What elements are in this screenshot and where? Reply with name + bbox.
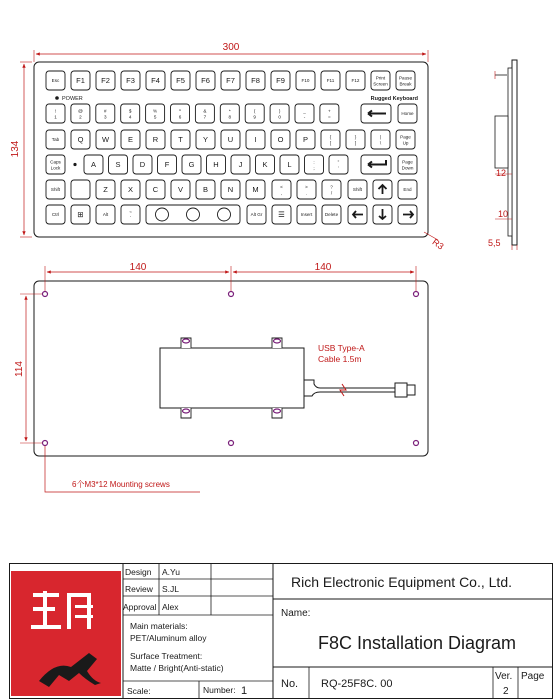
key-q-4-label: R bbox=[152, 135, 159, 145]
key-q-13[interactable] bbox=[371, 130, 390, 149]
key-z-9-label: > bbox=[305, 184, 308, 190]
key-z-1[interactable] bbox=[96, 180, 115, 199]
no-value: RQ-25F8C. 00 bbox=[321, 678, 393, 690]
enter-key[interactable] bbox=[361, 155, 391, 174]
hole-vertical-label: 114 bbox=[14, 361, 25, 377]
key-q-2-label: W bbox=[101, 135, 110, 145]
key-z-9-label: . bbox=[305, 190, 308, 196]
key-num-9-label: ) bbox=[278, 108, 281, 114]
menu-key[interactable] bbox=[272, 205, 291, 224]
key-num-10-label: _ bbox=[303, 108, 306, 114]
name-label: Name: bbox=[281, 608, 311, 619]
spacebar-key[interactable] bbox=[146, 205, 240, 224]
usb-plug-icon bbox=[395, 383, 407, 397]
key-num-5-label: ^ bbox=[178, 108, 182, 114]
side-dim-12: 12 bbox=[496, 168, 507, 178]
key-q-14-label: Page bbox=[400, 134, 411, 140]
arrow-right-key[interactable] bbox=[398, 205, 417, 224]
key-a-8-label: K bbox=[262, 160, 268, 170]
material-value: PET/Aluminum alloy bbox=[130, 633, 207, 643]
radius-label: R3 bbox=[430, 236, 446, 252]
page-label: Page bbox=[521, 671, 545, 682]
rugged-label: Rugged Keyboard bbox=[370, 96, 418, 102]
key-num-6-label: & bbox=[203, 108, 207, 114]
caps-led-icon bbox=[73, 163, 76, 166]
windows-key[interactable] bbox=[71, 205, 90, 224]
key-num-1[interactable] bbox=[71, 104, 90, 123]
key-a-1-label: A bbox=[90, 160, 97, 170]
review-value: S.JL bbox=[162, 584, 180, 594]
key-z-11[interactable] bbox=[348, 180, 367, 199]
key-a-2-label: S bbox=[115, 160, 121, 170]
delete-key-label: Delete bbox=[324, 212, 339, 218]
design-label: Design bbox=[125, 567, 152, 577]
key-fn-1[interactable] bbox=[71, 71, 90, 90]
key-fn-12[interactable] bbox=[346, 71, 365, 90]
key-fn-11[interactable] bbox=[321, 71, 340, 90]
number-value: 1 bbox=[241, 685, 248, 697]
key-num-6[interactable] bbox=[195, 104, 214, 123]
key-fn-5-label: F5 bbox=[176, 76, 185, 86]
height-label: 134 bbox=[10, 140, 21, 158]
key-fn-13-label: Screen bbox=[373, 81, 388, 87]
alt-key-label: Alt bbox=[102, 212, 109, 218]
key-z-2[interactable] bbox=[121, 180, 140, 199]
key-q-10[interactable] bbox=[296, 130, 315, 149]
key-fn-4[interactable] bbox=[146, 71, 165, 90]
width-label: 300 bbox=[222, 42, 240, 53]
controller-box bbox=[160, 348, 304, 408]
title-block bbox=[9, 563, 553, 699]
key-a-11-label: ' bbox=[338, 165, 339, 171]
key-q-14-label: Up bbox=[402, 140, 409, 146]
key-z-8-label: < bbox=[280, 184, 283, 190]
key-fn-8-label: F8 bbox=[251, 76, 260, 86]
arrow-down-key[interactable] bbox=[373, 205, 392, 224]
hole-spacing-right: 140 bbox=[314, 262, 332, 273]
key-fn-9[interactable] bbox=[271, 71, 290, 90]
key-fn-7-label: F7 bbox=[226, 76, 235, 86]
key-q-7[interactable] bbox=[221, 130, 240, 149]
usb-label: USB Type-A bbox=[318, 343, 365, 353]
width-dimension bbox=[34, 42, 428, 62]
key-fn-2[interactable] bbox=[96, 71, 115, 90]
key-fn-12-label: F12 bbox=[351, 78, 360, 84]
surface-label: Surface Treatment: bbox=[130, 651, 203, 661]
key-z-10-label: / bbox=[330, 190, 333, 196]
key-q-11-label: { bbox=[329, 134, 332, 140]
key-q-5[interactable] bbox=[171, 130, 190, 149]
drawing-name: F8C Installation Diagram bbox=[317, 633, 517, 653]
ver-value: 2 bbox=[503, 686, 509, 697]
tilde-key-label: ~ bbox=[129, 209, 132, 215]
key-q-3[interactable] bbox=[121, 130, 140, 149]
altgr-key[interactable] bbox=[247, 205, 266, 224]
key-a-0[interactable] bbox=[46, 155, 65, 174]
windows-key-label: ⊞ bbox=[77, 210, 84, 220]
key-num-4[interactable] bbox=[146, 104, 165, 123]
key-q-7-label: U bbox=[227, 135, 234, 145]
key-num-2-label: 3 bbox=[104, 114, 107, 120]
key-num-10-label: - bbox=[303, 114, 306, 120]
key-z-5-label: B bbox=[202, 185, 209, 195]
key-a-3-label: D bbox=[139, 160, 146, 170]
key-a-11-label: " bbox=[337, 159, 340, 165]
key-q-6-label: Y bbox=[202, 135, 209, 145]
key-fn-14-label: Pause bbox=[398, 75, 413, 81]
key-a-9-label: L bbox=[287, 160, 292, 170]
key-z-0-label: Shift bbox=[50, 187, 61, 193]
key-z-1-label: Z bbox=[103, 185, 108, 195]
key-a-5-label: G bbox=[188, 160, 195, 170]
home-key[interactable] bbox=[398, 104, 417, 123]
key-a-4[interactable] bbox=[158, 155, 177, 174]
key-fn-2-label: F2 bbox=[101, 76, 110, 86]
tilde-key-label: ` bbox=[129, 215, 132, 221]
key-fn-0[interactable] bbox=[46, 71, 65, 90]
key-a-0-label: Lock bbox=[50, 165, 61, 171]
key-a-7[interactable] bbox=[231, 155, 250, 174]
key-fn-1-label: F1 bbox=[76, 76, 85, 86]
key-q-0-label: Tab bbox=[51, 137, 60, 143]
side-view bbox=[488, 60, 517, 250]
key-num-7-label: * bbox=[228, 108, 231, 114]
key-a-4-label: F bbox=[164, 160, 170, 170]
key-z-0[interactable] bbox=[46, 180, 65, 199]
key-a-9[interactable] bbox=[280, 155, 299, 174]
key-fn-0-label: Esc bbox=[51, 78, 60, 84]
key-num-3[interactable] bbox=[121, 104, 140, 123]
key-a-3[interactable] bbox=[133, 155, 152, 174]
key-num-4-label: 5 bbox=[153, 114, 157, 120]
key-z-12[interactable] bbox=[398, 180, 417, 199]
side-dim-5-5: 5,5 bbox=[488, 238, 501, 248]
key-q-4[interactable] bbox=[146, 130, 165, 149]
key-q-6[interactable] bbox=[196, 130, 215, 149]
key-fn-13-label: Print bbox=[375, 75, 386, 81]
scale-label: Scale: bbox=[127, 686, 151, 696]
key-fn-6-label: F6 bbox=[201, 76, 210, 86]
key-fn-5[interactable] bbox=[171, 71, 190, 90]
key-fn-3-label: F3 bbox=[126, 76, 135, 86]
key-q-5-label: T bbox=[178, 135, 183, 145]
key-q-9-label: O bbox=[277, 135, 284, 145]
key-z-11-label: Shift bbox=[352, 187, 363, 193]
key-a-6[interactable] bbox=[207, 155, 226, 174]
key-fn-6[interactable] bbox=[196, 71, 215, 90]
key-num-6-label: 7 bbox=[203, 114, 207, 120]
key-num-8-label: 9 bbox=[253, 114, 256, 120]
key-num-9[interactable] bbox=[270, 104, 289, 123]
key-q-9[interactable] bbox=[271, 130, 290, 149]
key-a-12-label: Page bbox=[402, 159, 413, 165]
key-z-7[interactable] bbox=[246, 180, 265, 199]
backspace-key[interactable] bbox=[361, 104, 391, 123]
key-num-2[interactable] bbox=[96, 104, 115, 123]
key-num-5-label: 6 bbox=[178, 114, 182, 120]
key-z-6-label: N bbox=[227, 185, 234, 195]
key-fn-10-label: F10 bbox=[301, 78, 310, 84]
altgr-key-label: Alt Gr bbox=[250, 212, 263, 218]
height-dimension bbox=[10, 62, 32, 237]
key-fn-9-label: F9 bbox=[276, 76, 285, 86]
cable-label: Cable 1.5m bbox=[318, 354, 362, 364]
key-num-3-label: $ bbox=[128, 108, 132, 114]
key-a-10-label: : bbox=[313, 159, 315, 165]
key-num-7[interactable] bbox=[220, 104, 239, 123]
key-num-11-label: = bbox=[328, 114, 331, 120]
key-a-7-label: J bbox=[238, 160, 243, 170]
key-num-0-label: ! bbox=[54, 108, 57, 114]
arrow-left-key[interactable] bbox=[348, 205, 367, 224]
key-a-8[interactable] bbox=[256, 155, 275, 174]
key-num-4-label: % bbox=[153, 108, 158, 114]
key-num-11[interactable] bbox=[320, 104, 339, 123]
key-fn-14[interactable] bbox=[396, 71, 415, 90]
key-a-12-label: Down bbox=[401, 165, 414, 171]
key-num-0-label: 1 bbox=[54, 114, 57, 120]
bottom-view bbox=[14, 262, 428, 492]
key-z-12-label: End bbox=[403, 187, 412, 193]
key-fn-13[interactable] bbox=[371, 71, 390, 90]
key-q-1[interactable] bbox=[71, 130, 90, 149]
key-z-3[interactable] bbox=[146, 180, 165, 199]
approval-label: Approval bbox=[123, 602, 157, 612]
key-a-5[interactable] bbox=[182, 155, 201, 174]
key-fn-8[interactable] bbox=[246, 71, 265, 90]
key-a-0-label: Caps bbox=[50, 159, 61, 165]
key-z-10[interactable] bbox=[322, 180, 341, 199]
key-z-10-label: ? bbox=[330, 184, 333, 190]
material-label: Main materials: bbox=[130, 621, 188, 631]
key-num-1-label: 2 bbox=[79, 114, 82, 120]
key-z-3-label: C bbox=[152, 185, 159, 195]
key-num-7-label: 8 bbox=[228, 114, 232, 120]
key-fn-10[interactable] bbox=[296, 71, 315, 90]
key-z-5[interactable] bbox=[196, 180, 215, 199]
key-num-8-label: ( bbox=[253, 108, 256, 114]
tilde-key[interactable] bbox=[121, 205, 140, 224]
menu-key-label: ☰ bbox=[278, 210, 285, 220]
key-q-10-label: P bbox=[302, 135, 309, 145]
key-z-4[interactable] bbox=[171, 180, 190, 199]
key-q-1-label: Q bbox=[77, 135, 84, 145]
key-num-0[interactable] bbox=[46, 104, 65, 123]
key-a-10[interactable] bbox=[305, 155, 324, 174]
surface-value: Matte / Bright(Anti-static) bbox=[130, 663, 224, 673]
key-a-11[interactable] bbox=[329, 155, 348, 174]
key-z-9[interactable] bbox=[297, 180, 316, 199]
insert-key-label: Insert bbox=[300, 212, 313, 218]
key-z-4-label: V bbox=[177, 185, 184, 195]
key-z-6[interactable] bbox=[221, 180, 240, 199]
key-q-11-label: [ bbox=[329, 140, 332, 146]
key-fn-4-label: F4 bbox=[151, 76, 160, 86]
key-z-2-label: X bbox=[127, 185, 134, 195]
key-q-0[interactable] bbox=[46, 130, 65, 149]
home-key-label: Home bbox=[401, 111, 414, 117]
key-fn-3[interactable] bbox=[121, 71, 140, 90]
no-label: No. bbox=[281, 678, 299, 690]
key-num-2-label: # bbox=[104, 108, 107, 114]
key-q-8[interactable] bbox=[246, 130, 265, 149]
key-q-13-label: | bbox=[379, 134, 382, 140]
design-value: A.Yu bbox=[162, 567, 180, 577]
insert-key[interactable] bbox=[297, 205, 316, 224]
power-led-icon bbox=[55, 96, 59, 100]
approval-value: Alex bbox=[162, 602, 179, 612]
hole-spacing-left: 140 bbox=[129, 262, 147, 273]
key-q-12[interactable] bbox=[346, 130, 365, 149]
key-q-12-label: } bbox=[354, 134, 357, 140]
key-q-3-label: E bbox=[127, 135, 134, 145]
key-num-9-label: 0 bbox=[278, 114, 281, 120]
key-a-2[interactable] bbox=[109, 155, 128, 174]
review-label: Review bbox=[125, 584, 153, 594]
arrow-up-key[interactable] bbox=[373, 180, 392, 199]
key-q-2[interactable] bbox=[96, 130, 115, 149]
ctrl-key-label: Ctrl bbox=[51, 212, 60, 218]
key-a-1[interactable] bbox=[84, 155, 103, 174]
key-z-8[interactable] bbox=[272, 180, 291, 199]
key-fn-11-label: F11 bbox=[326, 78, 335, 84]
key-a-10-label: ; bbox=[313, 165, 315, 171]
key-q-11[interactable] bbox=[321, 130, 340, 149]
power-label: POWER bbox=[62, 96, 83, 102]
number-label: Number: bbox=[203, 685, 236, 695]
key-fn-7[interactable] bbox=[221, 71, 240, 90]
key-a-6-label: H bbox=[213, 160, 219, 170]
alt-key[interactable] bbox=[96, 205, 115, 224]
key-q-8-label: I bbox=[254, 135, 257, 145]
key-q-14[interactable] bbox=[396, 130, 415, 149]
key-q-12-label: ] bbox=[354, 140, 357, 146]
key-q-13-label: \ bbox=[379, 140, 382, 146]
ctrl-key[interactable] bbox=[46, 205, 65, 224]
delete-key[interactable] bbox=[322, 205, 341, 224]
key-num-10[interactable] bbox=[295, 104, 314, 123]
side-dim-10: 10 bbox=[498, 209, 509, 219]
company-name: Rich Electronic Equipment Co., Ltd. bbox=[291, 574, 512, 590]
key-num-5[interactable] bbox=[171, 104, 190, 123]
blank-key[interactable] bbox=[71, 180, 90, 199]
key-num-3-label: 4 bbox=[128, 114, 132, 120]
key-fn-14-label: Break bbox=[399, 81, 412, 87]
key-num-11-label: + bbox=[328, 108, 331, 114]
screws-label: 6个M3*12 Mounting screws bbox=[72, 480, 170, 489]
key-num-8[interactable] bbox=[245, 104, 264, 123]
key-z-7-label: M bbox=[252, 185, 259, 195]
key-a-12[interactable] bbox=[398, 155, 417, 174]
key-z-8-label: , bbox=[280, 190, 283, 196]
key-num-1-label: @ bbox=[78, 108, 83, 114]
ver-label: Ver. bbox=[495, 671, 513, 682]
